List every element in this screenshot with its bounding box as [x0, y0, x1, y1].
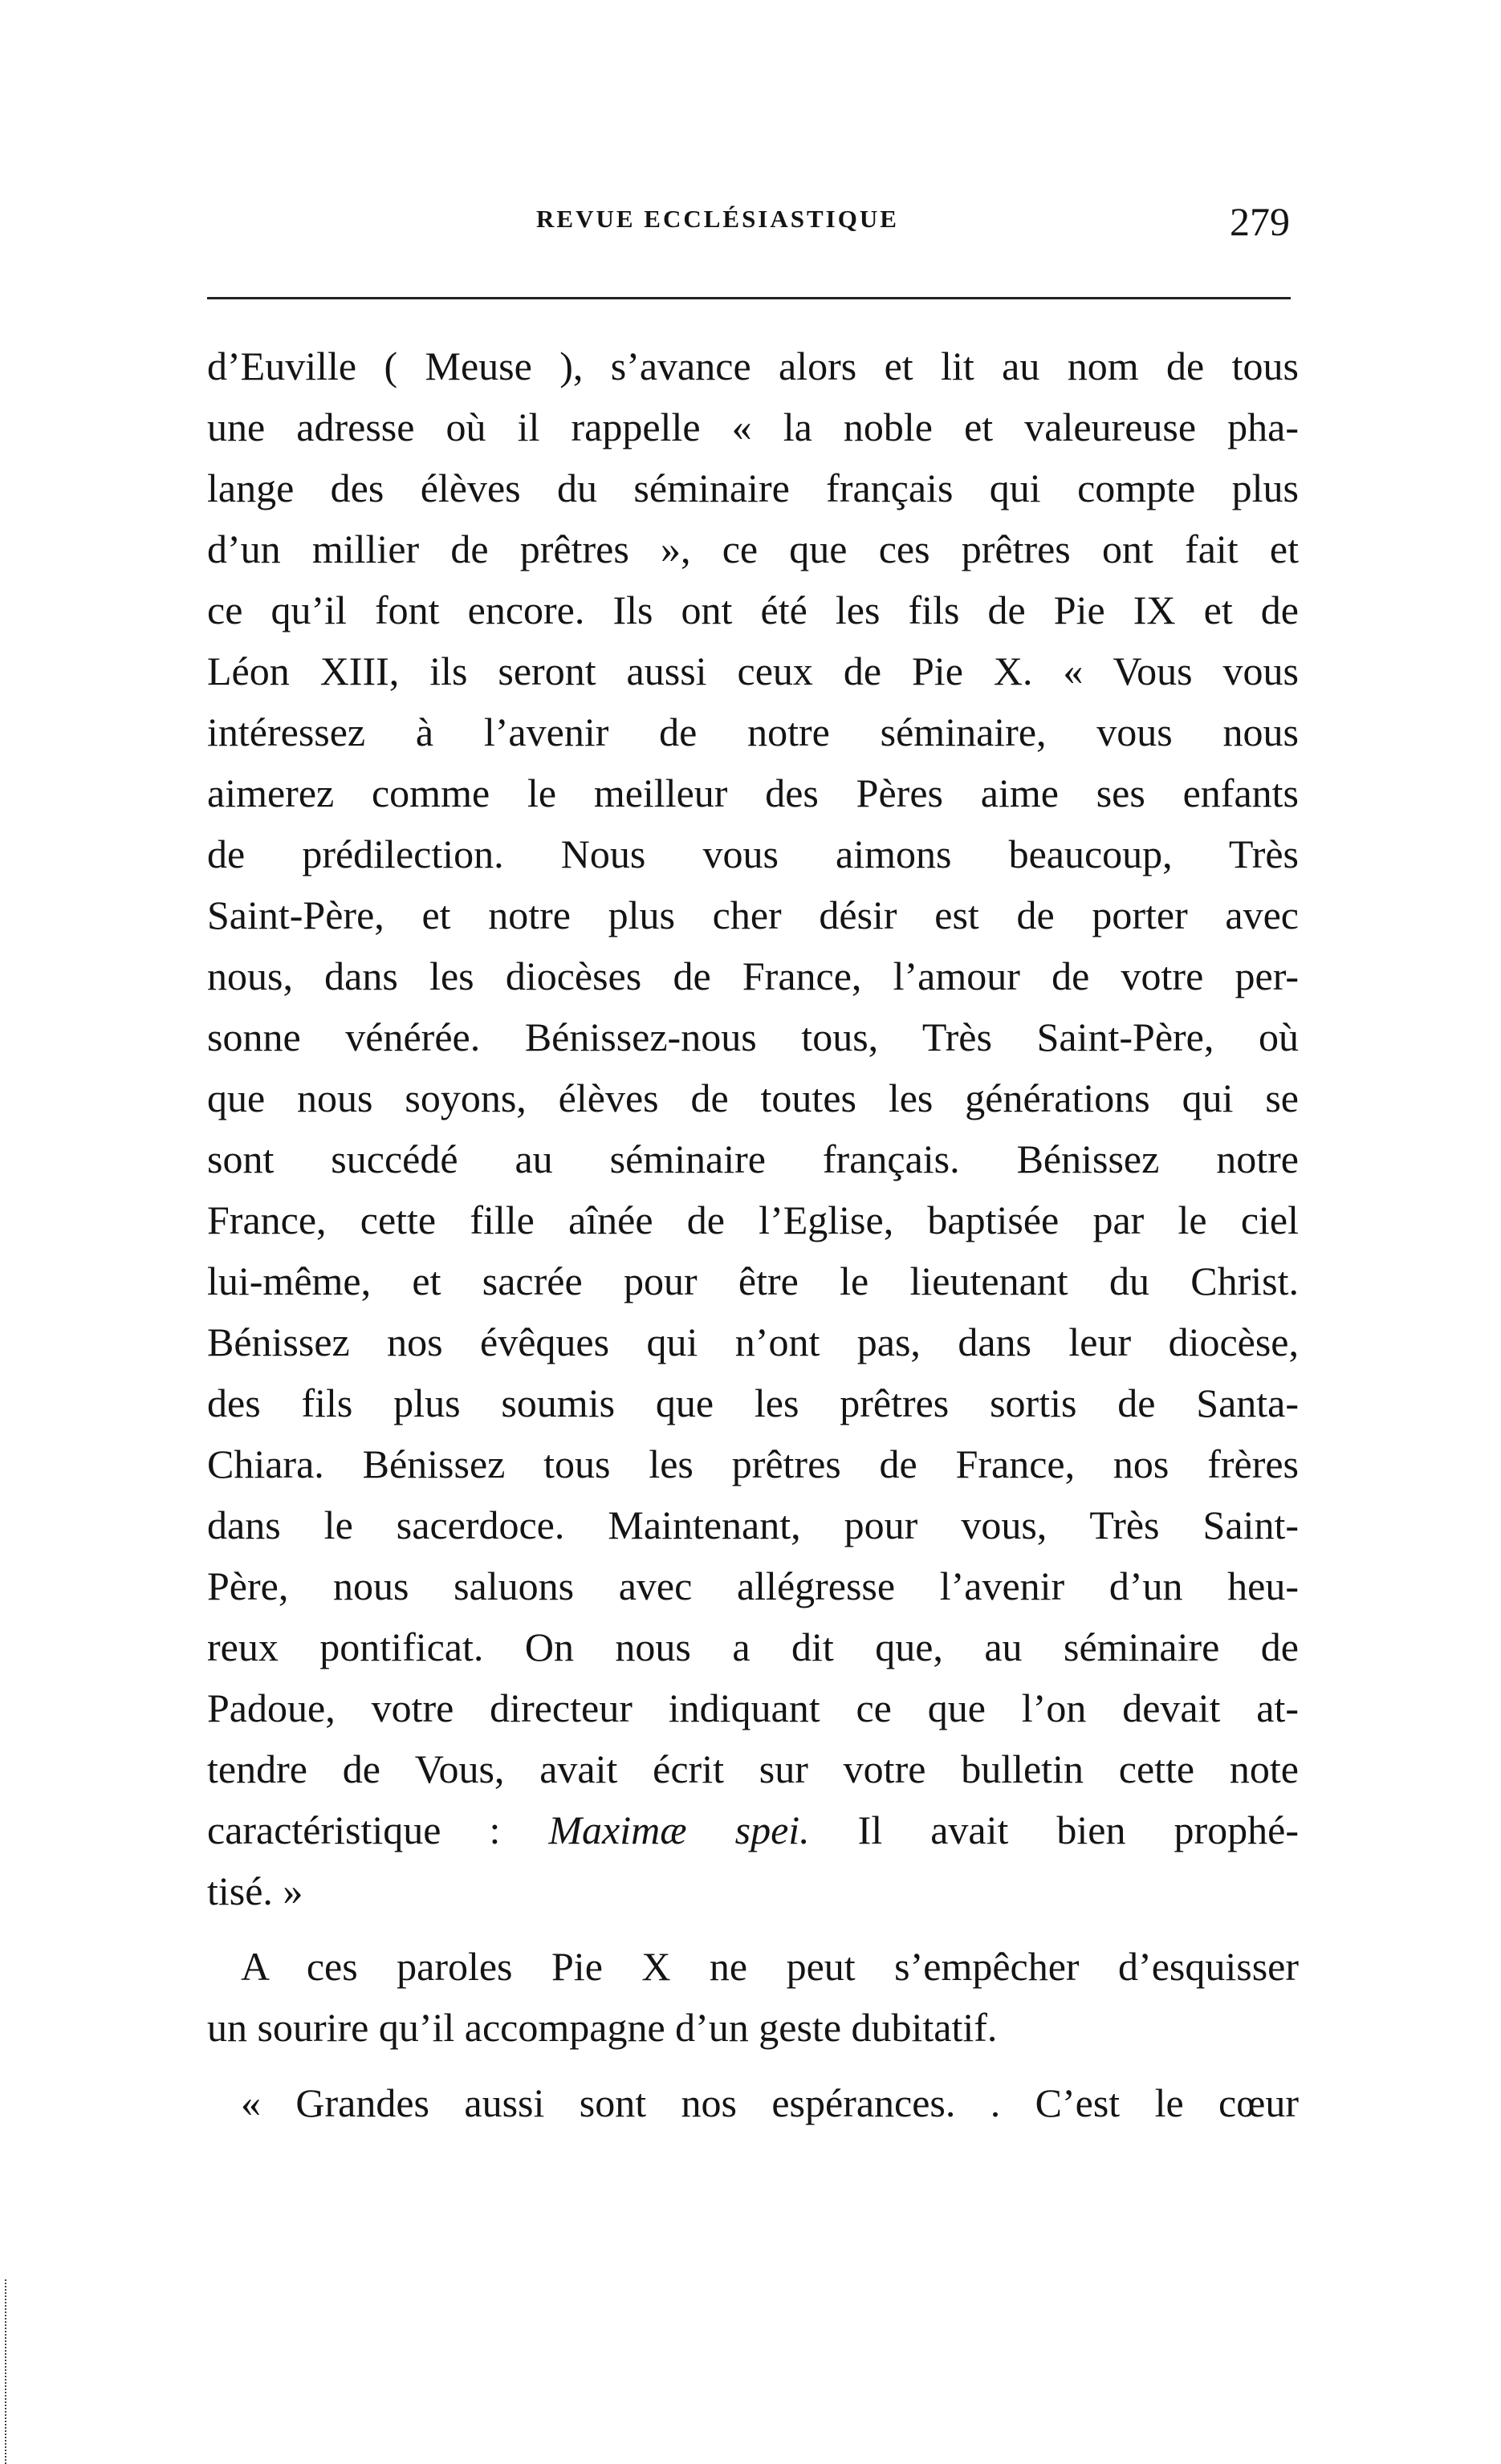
text-line: que nous soyons, élèves de toutes les générations qui se: [207, 1075, 1299, 1120]
text-line: d’Euville ( Meuse ), s’avance alors et lit au nom de tous: [207, 344, 1299, 388]
body-text: [207, 335, 1299, 2133]
text-line: « Grandes aussi sont nos espérances. . C’est le cœur: [241, 2080, 1299, 2125]
text-line: intéressez à l’avenir de notre séminaire, vous nous: [207, 710, 1299, 754]
text-line: A ces paroles Pie X ne peut s’empêcher d’esquisser: [241, 1944, 1299, 1989]
text-line: sont succédé au séminaire français. Bénissez notre: [207, 1136, 1299, 1181]
text-line: tisé. »: [207, 1868, 303, 1913]
text-line: lui-même, et sacrée pour être le lieutenant du Christ.: [207, 1258, 1299, 1303]
text-line: France, cette fille aînée de l’Eglise, baptisée par le ciel: [207, 1197, 1299, 1242]
text-line: une adresse où il rappelle « la noble et valeureuse pha-: [207, 405, 1299, 449]
text-line: Bénissez nos évêques qui n’ont pas, dans leur diocèse,: [207, 1319, 1299, 1364]
text-line: d’un millier de prêtres », ce que ces prêtres ont fait et: [207, 527, 1299, 571]
text-line: reux pontificat. On nous a dit que, au séminaire de: [207, 1624, 1299, 1669]
text-line: nous, dans les diocèses de France, l’amour de votre per-: [207, 953, 1299, 998]
text-line: des fils plus soumis que les prêtres sortis de Santa-: [207, 1380, 1299, 1425]
text-line: Saint-Père, et notre plus cher désir est de porter avec: [207, 892, 1299, 937]
paragraph-address: [207, 335, 1299, 1921]
text-line: lange des élèves du séminaire français qui compte plus: [207, 466, 1299, 510]
text-line: aimerez comme le meilleur des Pères aime ses enfants: [207, 771, 1299, 815]
text-line: Léon XIII, ils seront aussi ceux de Pie X. « Vous vous: [207, 649, 1299, 693]
latin-phrase: Maximæ spei.: [548, 1807, 810, 1852]
paragraph-gap: [207, 1921, 1299, 1936]
text-line: dans le sacerdoce. Maintenant, pour vous, Très Saint-: [207, 1502, 1299, 1547]
text-line: Chiara. Bénissez tous les prêtres de France, nos frères: [207, 1441, 1299, 1486]
page-header: [0, 199, 1501, 253]
running-head: REVUE ECCLÉSIASTIQUE: [536, 205, 899, 233]
text-line: Padoue, votre directeur indiquant ce que l’on devait at-: [207, 1685, 1299, 1730]
text-line: tendre de Vous, avait écrit sur votre bulletin cette note: [207, 1746, 1299, 1791]
text-line: ce qu’il font encore. Ils ont été les fils de Pie IX et de: [207, 588, 1299, 632]
page-number: 279: [1230, 199, 1290, 244]
paragraph-gap: [207, 2058, 1299, 2072]
paragraph-reply: [207, 2072, 1299, 2133]
text-line: un sourire qu’il accompagne d’un geste dubitatif.: [207, 2005, 998, 2050]
text-line: sonne vénérée. Bénissez-nous tous, Très Saint-Père, où: [207, 1014, 1299, 1059]
text-line: Père, nous saluons avec allégresse l’avenir d’un heu-: [207, 1563, 1299, 1608]
text-line: de prédilection. Nous vous aimons beaucoup, Très: [207, 831, 1299, 876]
header-rule: [207, 297, 1291, 299]
margin-scan-marks: [5, 2279, 10, 2464]
text-line-italic-quote: caractéristique : Maximæ spei. Il avait bien prophé-: [207, 1807, 1299, 1852]
paragraph-reaction: [207, 1936, 1299, 2058]
